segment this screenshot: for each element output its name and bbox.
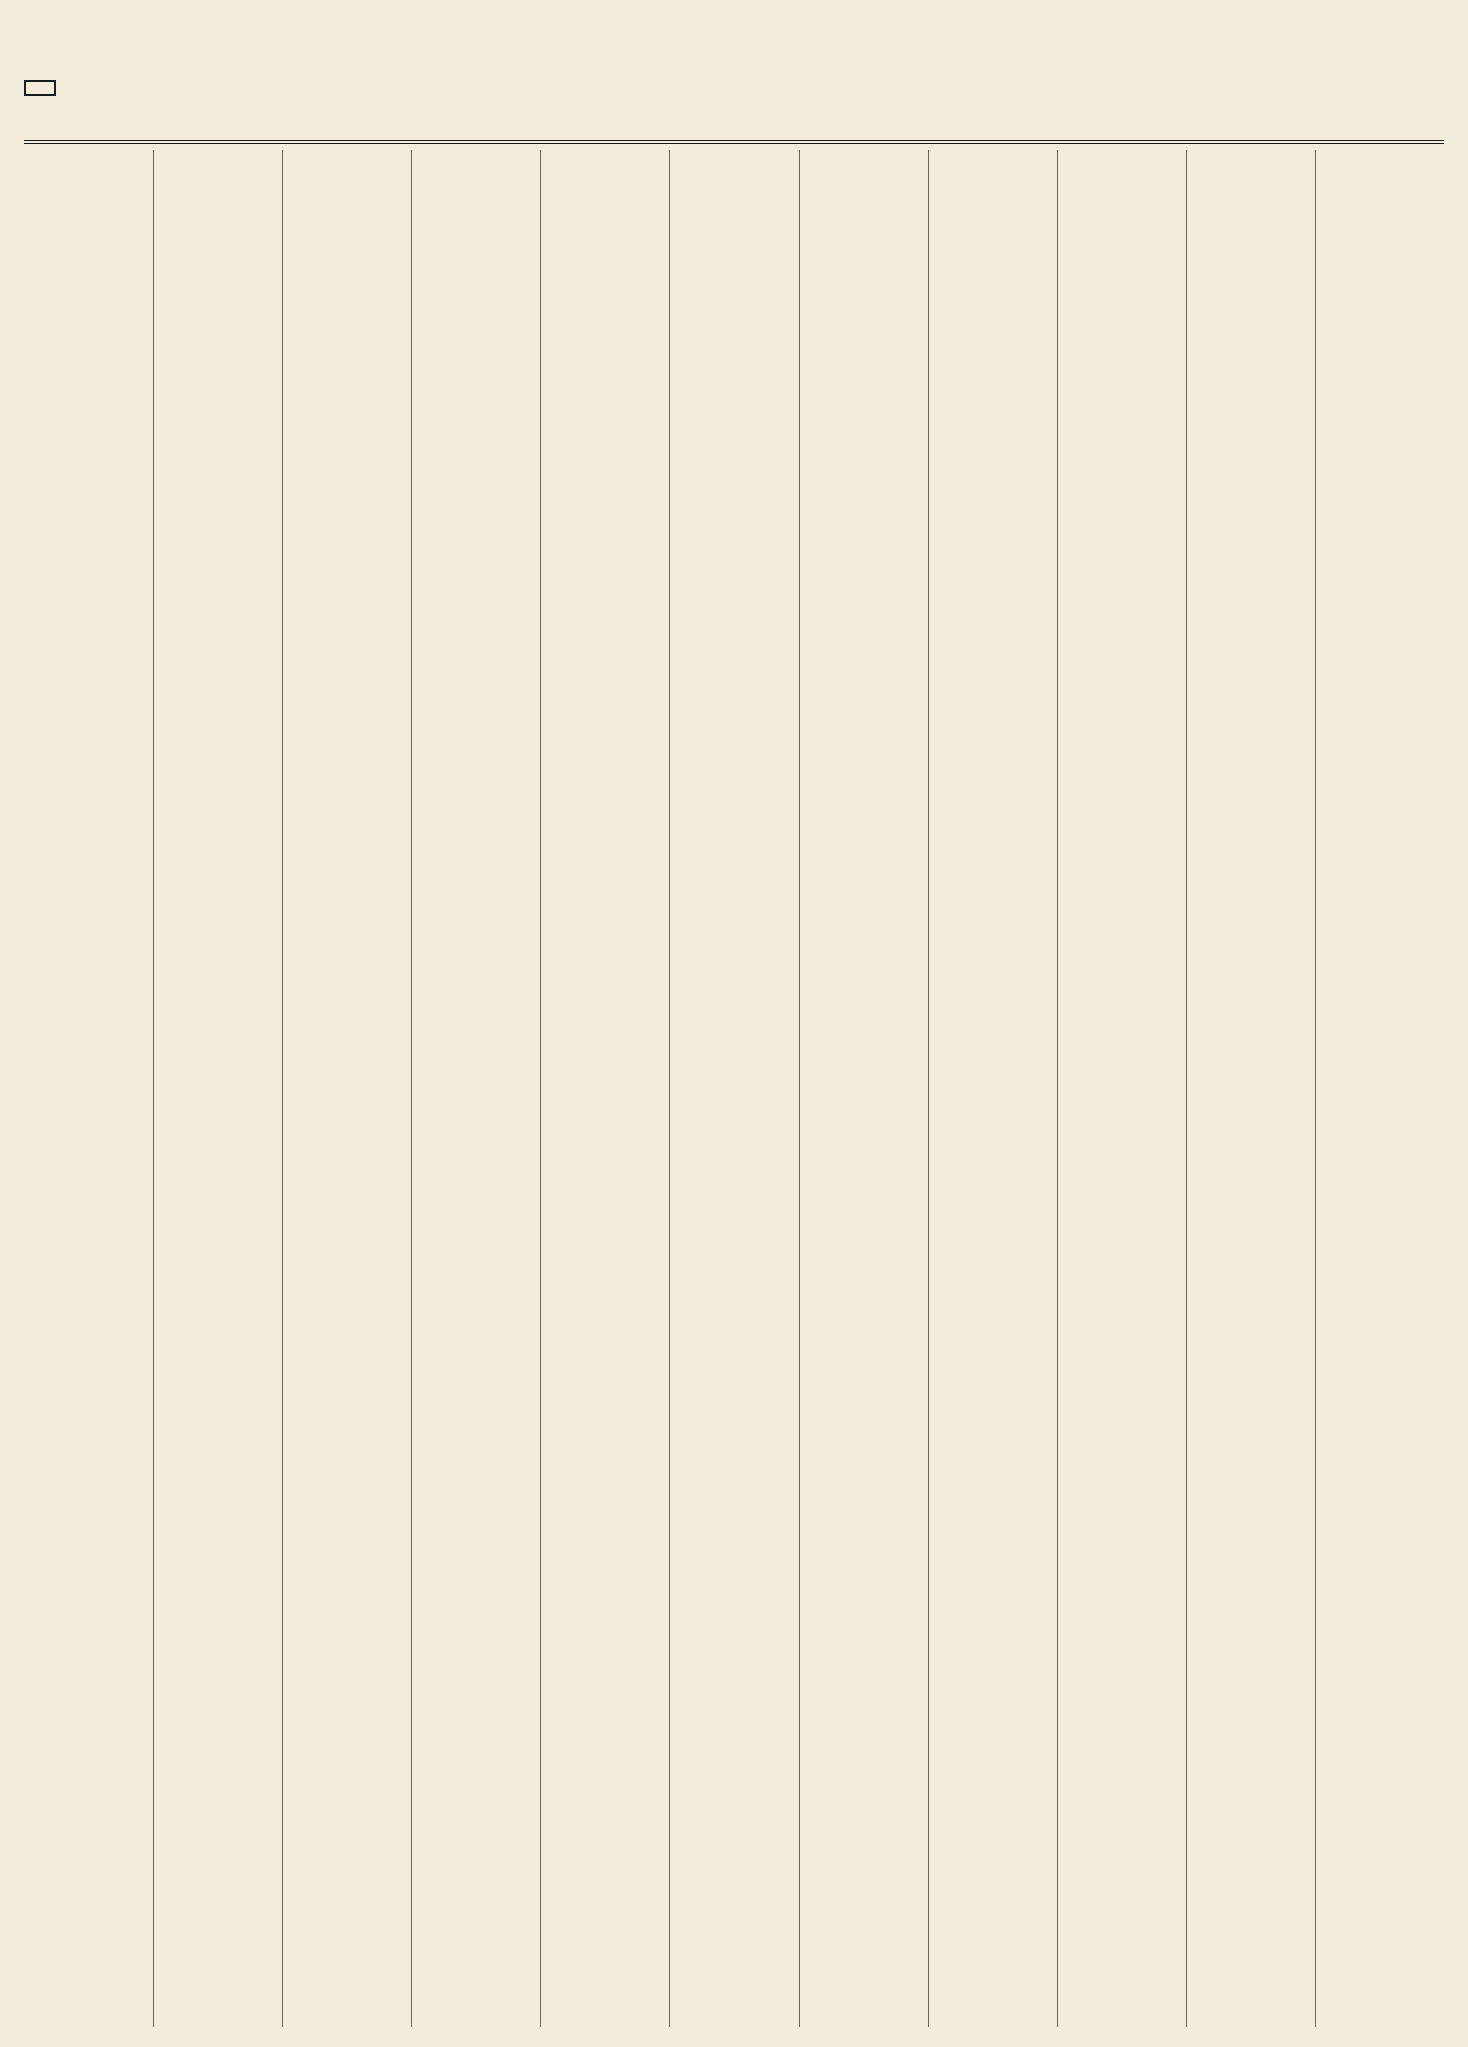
column-7 <box>540 150 669 2027</box>
column-9 <box>282 150 411 2027</box>
column-10 <box>153 150 282 2027</box>
column-3 <box>1057 150 1186 2027</box>
column-11 <box>24 150 153 2027</box>
page-folio <box>24 10 1444 32</box>
column-4 <box>928 150 1057 2027</box>
column-2 <box>1186 150 1315 2027</box>
column-6 <box>669 150 798 2027</box>
column-8 <box>411 150 540 2027</box>
classifieds-columns <box>24 150 1444 2027</box>
classifieds-phones <box>24 80 56 96</box>
masthead <box>24 36 1444 144</box>
column-1 <box>1315 150 1444 2027</box>
column-5 <box>799 150 928 2027</box>
